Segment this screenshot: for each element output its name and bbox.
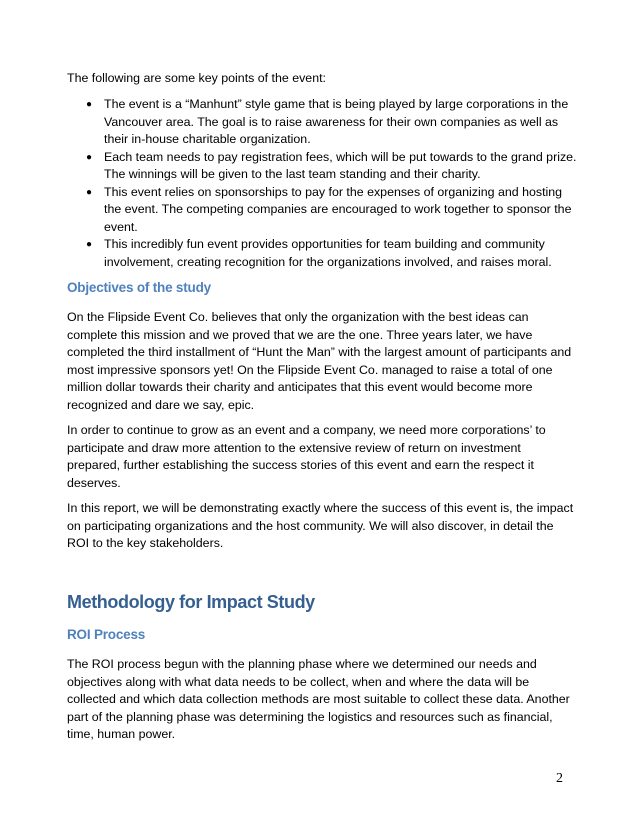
roi-process-heading: ROI Process — [67, 627, 146, 642]
methodology-heading: Methodology for Impact Study — [67, 592, 315, 612]
bullet-icon: ● — [86, 239, 93, 250]
list-item-text: Each team needs to pay registration fees, which will be put towards to the grand prize. The winnings will be given to the last team standing and their charity. — [104, 149, 577, 181]
objectives-paragraph-3: In this report, we will be demonstrating exactly where the success of this event is, the impact on participating organizations and the host community. We will also discover, in detail the ROI to the key stakeholders. — [67, 501, 574, 550]
page-number: 2 — [556, 771, 563, 786]
bullet-icon: ● — [86, 151, 93, 163]
list-item-text: This incredibly fun event provides opportunities for team building and community involvement, creating recognition for the organizations involved, and raises moral. — [104, 237, 552, 269]
key-points-list — [67, 96, 577, 271]
list-item-text: The event is a “Manhunt” style game that is being played by large corporations in the Vancouver area. The goal is to raise awareness for their own companies as well as their in-house charitable organization. — [104, 97, 569, 146]
list-item — [67, 184, 577, 237]
objectives-heading: Objectives of the study — [67, 280, 211, 295]
intro-text: The following are some key points of the event: — [67, 71, 326, 85]
objectives-paragraph-2: In order to continue to grow as an event and a company, we need more corporations’ to participate and draw more attention to the extensive review of return on investment prepared, further establishing the success stories of this event and earn the respect it deserves. — [67, 423, 546, 490]
bullet-icon: ● — [86, 99, 93, 110]
roi-process-paragraph: The ROI process begun with the planning phase where we determined our needs and objectives along with what data needs to be collect, when and where the data will be collected and which data collection methods are most suitable to collect these data. Another part of the planning phase was determining the logistics and resources such as financial, time, human power. — [67, 657, 570, 741]
objectives-paragraph-1: On the Flipside Event Co. believes that only the organization with the best ideas can complete this mission and we proved that we are the one. Three years later, we have completed the third installment of “Hunt the Man” with the largest amount of participants and most impressive sponsors yet! On the Flipside Event Co. managed to raise a total of one million dollar towards their charity and anticipates that this event would become more recognized and dare we say, epic. — [67, 310, 572, 412]
bullet-icon: ● — [86, 186, 93, 198]
list-item — [67, 149, 577, 184]
list-item — [67, 96, 577, 149]
list-item — [67, 236, 577, 271]
list-item-text: This event relies on sponsorships to pay for the expenses of organizing and hosting the event. The competing companies are encouraged to work together to sponsor the event. — [104, 184, 572, 234]
